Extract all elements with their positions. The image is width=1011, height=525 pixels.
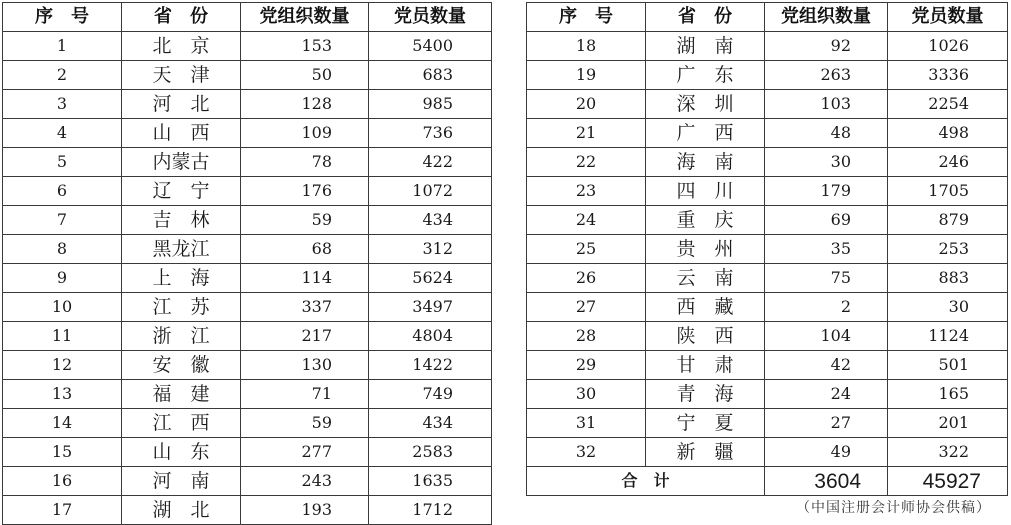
- province-name: 湖 北: [122, 496, 241, 525]
- province-name: 四 川: [646, 177, 765, 206]
- table-row: [527, 90, 1008, 119]
- province-name: 湖 南: [646, 32, 765, 61]
- org-count: 109: [241, 119, 369, 148]
- table-row: [3, 438, 492, 467]
- province-name: 北 京: [122, 32, 241, 61]
- org-count: 337: [241, 293, 369, 322]
- table-row: [3, 119, 492, 148]
- org-count: 92: [765, 32, 888, 61]
- row-number: 6: [3, 177, 122, 206]
- table-row: [3, 322, 492, 351]
- org-count: 243: [241, 467, 369, 496]
- row-number: 15: [3, 438, 122, 467]
- org-count: 69: [765, 206, 888, 235]
- org-count: 78: [241, 148, 369, 177]
- org-count: 130: [241, 351, 369, 380]
- member-count: 2254: [888, 90, 1008, 119]
- right-table-body: [527, 32, 1008, 467]
- province-name: 黑龙江: [122, 235, 241, 264]
- table-row: [527, 119, 1008, 148]
- table-row: [527, 264, 1008, 293]
- row-number: 12: [3, 351, 122, 380]
- header-org-count: 党组织数量: [241, 3, 369, 32]
- table-row: [3, 32, 492, 61]
- province-name: 海 南: [646, 148, 765, 177]
- member-count: 879: [888, 206, 1008, 235]
- member-count: 5624: [369, 264, 492, 293]
- province-name: 陕 西: [646, 322, 765, 351]
- row-number: 2: [3, 61, 122, 90]
- header-no: 序 号: [3, 3, 122, 32]
- province-name: 甘 肃: [646, 351, 765, 380]
- org-count: 71: [241, 380, 369, 409]
- province-name: 河 北: [122, 90, 241, 119]
- row-number: 30: [527, 380, 646, 409]
- member-count: 434: [369, 409, 492, 438]
- row-number: 21: [527, 119, 646, 148]
- header-province: 省 份: [646, 3, 765, 32]
- org-count: 59: [241, 409, 369, 438]
- table-row: [527, 61, 1008, 90]
- member-count: 1422: [369, 351, 492, 380]
- row-number: 16: [3, 467, 122, 496]
- table-row: [527, 409, 1008, 438]
- row-number: 17: [3, 496, 122, 525]
- province-name: 浙 江: [122, 322, 241, 351]
- province-name: 上 海: [122, 264, 241, 293]
- member-count: 683: [369, 61, 492, 90]
- member-count: 2583: [369, 438, 492, 467]
- row-number: 10: [3, 293, 122, 322]
- row-number: 25: [527, 235, 646, 264]
- member-count: 3336: [888, 61, 1008, 90]
- member-count: 5400: [369, 32, 492, 61]
- row-number: 27: [527, 293, 646, 322]
- province-name: 云 南: [646, 264, 765, 293]
- org-count: 27: [765, 409, 888, 438]
- org-count: 75: [765, 264, 888, 293]
- table-row: [527, 293, 1008, 322]
- province-name: 山 东: [122, 438, 241, 467]
- table-row: [527, 235, 1008, 264]
- row-number: 3: [3, 90, 122, 119]
- row-number: 31: [527, 409, 646, 438]
- province-name: 江 西: [122, 409, 241, 438]
- province-name: 安 徽: [122, 351, 241, 380]
- org-count: 103: [765, 90, 888, 119]
- member-count: 1026: [888, 32, 1008, 61]
- row-number: 5: [3, 148, 122, 177]
- province-name: 西 藏: [646, 293, 765, 322]
- table-row: [527, 148, 1008, 177]
- row-number: 28: [527, 322, 646, 351]
- org-count: 128: [241, 90, 369, 119]
- province-name: 深 圳: [646, 90, 765, 119]
- table-row: [3, 206, 492, 235]
- member-count: 312: [369, 235, 492, 264]
- province-name: 重 庆: [646, 206, 765, 235]
- province-name: 福 建: [122, 380, 241, 409]
- member-count: 985: [369, 90, 492, 119]
- org-count: 263: [765, 61, 888, 90]
- member-count: 246: [888, 148, 1008, 177]
- org-count: 193: [241, 496, 369, 525]
- member-count: 322: [888, 438, 1008, 467]
- table-row: [3, 496, 492, 525]
- table-row: [527, 380, 1008, 409]
- row-number: 9: [3, 264, 122, 293]
- org-count: 68: [241, 235, 369, 264]
- org-count: 59: [241, 206, 369, 235]
- member-count: 165: [888, 380, 1008, 409]
- member-count: 201: [888, 409, 1008, 438]
- province-name: 青 海: [646, 380, 765, 409]
- row-number: 19: [527, 61, 646, 90]
- table-row: [527, 206, 1008, 235]
- header-member-count: 党员数量: [888, 3, 1008, 32]
- org-count: 35: [765, 235, 888, 264]
- member-count: 253: [888, 235, 1008, 264]
- header-row: [527, 3, 1008, 32]
- org-count: 30: [765, 148, 888, 177]
- right-table: [526, 2, 1008, 496]
- table-row: [3, 351, 492, 380]
- header-member-count: 党员数量: [369, 3, 492, 32]
- member-count: 501: [888, 351, 1008, 380]
- table-row: [3, 61, 492, 90]
- org-count: 179: [765, 177, 888, 206]
- org-count: 50: [241, 61, 369, 90]
- header-org-count: 党组织数量: [765, 3, 888, 32]
- row-number: 18: [527, 32, 646, 61]
- province-name: 广 西: [646, 119, 765, 148]
- row-number: 23: [527, 177, 646, 206]
- member-count: 883: [888, 264, 1008, 293]
- row-number: 14: [3, 409, 122, 438]
- province-name: 辽 宁: [122, 177, 241, 206]
- province-name: 贵 州: [646, 235, 765, 264]
- table-row: [3, 177, 492, 206]
- table-row: [527, 351, 1008, 380]
- province-name: 江 苏: [122, 293, 241, 322]
- table-row: [3, 409, 492, 438]
- province-name: 吉 林: [122, 206, 241, 235]
- row-number: 8: [3, 235, 122, 264]
- row-number: 4: [3, 119, 122, 148]
- member-count: 498: [888, 119, 1008, 148]
- province-name: 河 南: [122, 467, 241, 496]
- province-name: 广 东: [646, 61, 765, 90]
- table-row: [3, 293, 492, 322]
- table-row: [3, 264, 492, 293]
- row-number: 7: [3, 206, 122, 235]
- member-count: 434: [369, 206, 492, 235]
- member-count: 1712: [369, 496, 492, 525]
- org-count: 277: [241, 438, 369, 467]
- row-number: 20: [527, 90, 646, 119]
- member-count: 1705: [888, 177, 1008, 206]
- table-row: [3, 467, 492, 496]
- source-note: （中国注册会计师协会供稿）: [796, 500, 991, 516]
- header-province: 省 份: [122, 3, 241, 32]
- table-row: [3, 380, 492, 409]
- total-row: [527, 467, 1008, 496]
- total-label: 合 计: [527, 467, 765, 496]
- org-count: 42: [765, 351, 888, 380]
- org-count: 114: [241, 264, 369, 293]
- member-count: 1072: [369, 177, 492, 206]
- member-count: 749: [369, 380, 492, 409]
- header-no: 序 号: [527, 3, 646, 32]
- province-name: 山 西: [122, 119, 241, 148]
- row-number: 26: [527, 264, 646, 293]
- row-number: 32: [527, 438, 646, 467]
- org-count: 176: [241, 177, 369, 206]
- table-row: [527, 177, 1008, 206]
- member-count: 4804: [369, 322, 492, 351]
- province-name: 内蒙古: [122, 148, 241, 177]
- member-count: 422: [369, 148, 492, 177]
- row-number: 1: [3, 32, 122, 61]
- table-row: [527, 322, 1008, 351]
- province-name: 宁 夏: [646, 409, 765, 438]
- row-number: 11: [3, 322, 122, 351]
- province-name: 天 津: [122, 61, 241, 90]
- row-number: 22: [527, 148, 646, 177]
- left-table-body: [3, 32, 492, 525]
- org-count: 49: [765, 438, 888, 467]
- org-count: 2: [765, 293, 888, 322]
- province-name: 新 疆: [646, 438, 765, 467]
- row-number: 29: [527, 351, 646, 380]
- table-row: [527, 438, 1008, 467]
- member-count: 30: [888, 293, 1008, 322]
- org-count: 24: [765, 380, 888, 409]
- row-number: 13: [3, 380, 122, 409]
- member-count: 736: [369, 119, 492, 148]
- org-count: 104: [765, 322, 888, 351]
- member-count: 3497: [369, 293, 492, 322]
- left-table: [2, 2, 492, 525]
- total-org-count: 3604: [765, 467, 888, 496]
- table-row: [3, 148, 492, 177]
- total-member-count: 45927: [888, 467, 1008, 496]
- org-count: 48: [765, 119, 888, 148]
- row-number: 24: [527, 206, 646, 235]
- member-count: 1635: [369, 467, 492, 496]
- table-row: [3, 235, 492, 264]
- member-count: 1124: [888, 322, 1008, 351]
- org-count: 153: [241, 32, 369, 61]
- header-row: [3, 3, 492, 32]
- table-row: [3, 90, 492, 119]
- org-count: 217: [241, 322, 369, 351]
- table-row: [527, 32, 1008, 61]
